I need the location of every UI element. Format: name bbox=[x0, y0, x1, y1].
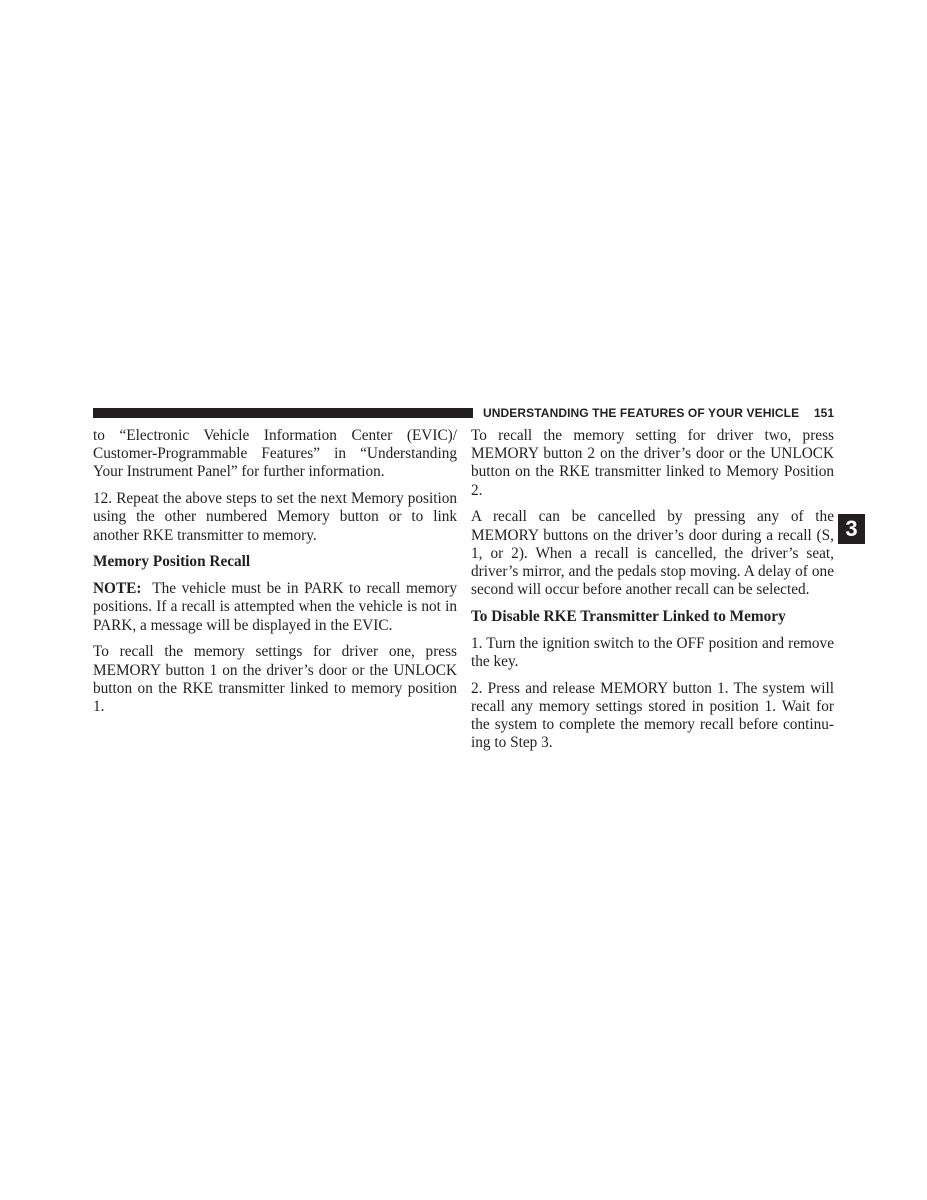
paragraph-disable-step-2: 2. Press and release MEMORY button 1. The system will recall any memory settings stored in position 1. Wait for the system to complete the memory recall before continuing to Step 3. bbox=[471, 679, 834, 752]
right-column bbox=[471, 427, 834, 761]
left-column bbox=[93, 427, 457, 725]
heading-disable-rke-transmitter: To Disable RKE Transmitter Linked to Memory bbox=[471, 608, 786, 626]
paragraph-evic-reference: to “Electronic Vehicle Information Center (EVIC)/ Customer-Programmable Features” in “Understanding Your Instrument Panel” for further information. bbox=[93, 427, 457, 481]
paragraph-disable-step-1: 1. Turn the ignition switch to the OFF position and remove the key. bbox=[471, 634, 834, 671]
chapter-tab: 3 bbox=[838, 514, 865, 544]
note-label: NOTE: bbox=[93, 580, 142, 598]
paragraph-cancel-recall: A recall can be cancelled by pressing any of the MEMORY buttons on the driver’s door during a recall (S, 1, or 2). When a recall is cancelled, the driver’s seat, driver’s mirror, and the pedals stop moving. A delay of one second will occur before another recall can be selected. bbox=[471, 508, 834, 599]
heading-memory-position-recall: Memory Position Recall bbox=[93, 553, 251, 571]
paragraph-recall-driver-two: To recall the memory setting for driver two, press MEMORY button 2 on the driver’s door or the UNLOCK button on the RKE transmitter linked to Memory Position 2. bbox=[471, 427, 834, 499]
paragraph-step-12: 12. Repeat the above steps to set the next Memory position using the other numbered Memory button or to link another RKE transmitter to memory. bbox=[93, 490, 457, 544]
page-number: 151 bbox=[814, 406, 835, 420]
note-paragraph bbox=[93, 580, 457, 635]
running-header: UNDERSTANDING THE FEATURES OF YOUR VEHICLE bbox=[483, 406, 800, 420]
paragraph-recall-driver-one: To recall the memory settings for driver one, press MEMORY button 1 on the driver’s door or the UNLOCK button on the RKE transmitter linked to memory position 1. bbox=[93, 643, 457, 716]
header-rule bbox=[93, 408, 473, 418]
note-text: The vehicle must be in PARK to recall memory positions. If a recall is attempted when the vehicle is not in PARK, a message will be displayed in the EVIC. bbox=[93, 580, 457, 634]
